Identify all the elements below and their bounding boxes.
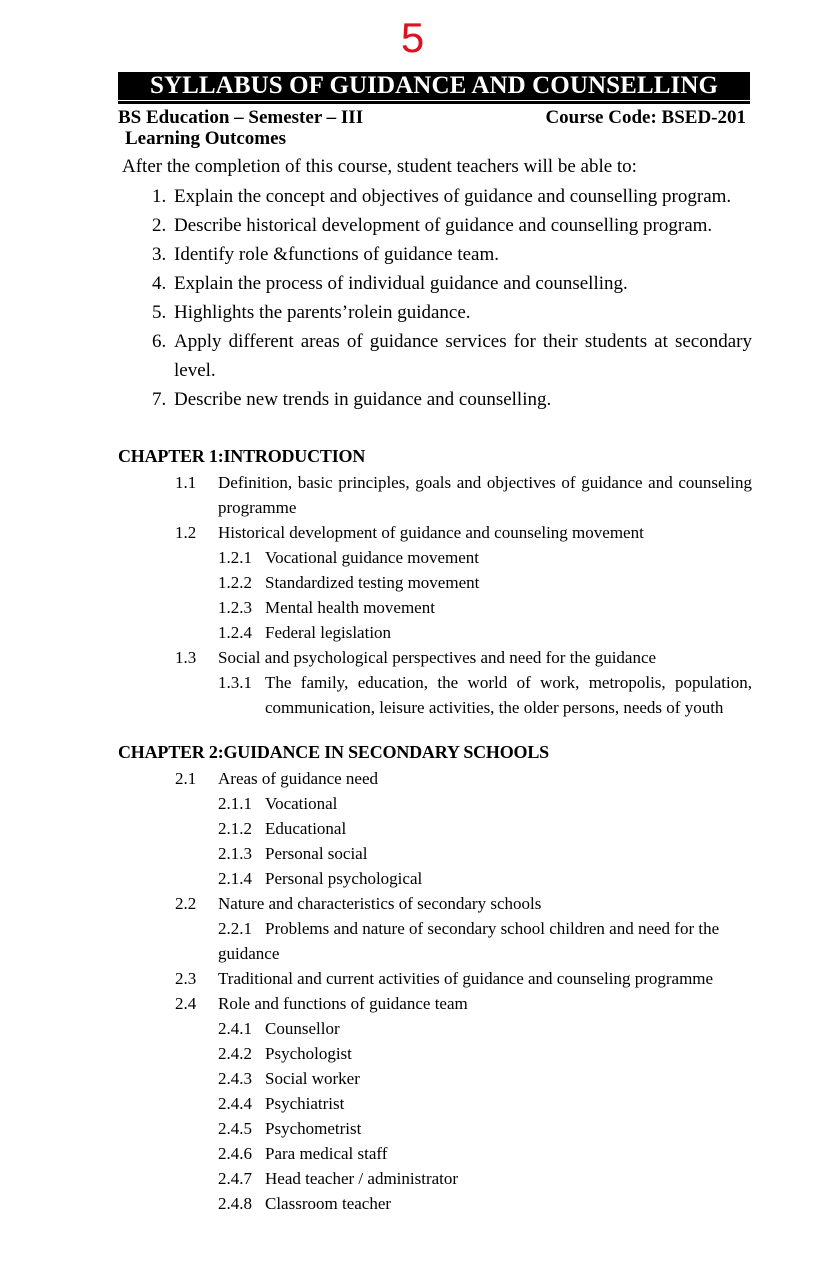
subsection-number: 2.1.2: [218, 819, 252, 838]
list-item-text: Describe historical development of guidance and counselling program.: [174, 215, 713, 236]
subsection-number: 2.4.8: [218, 1194, 252, 1213]
subsection-number: 2.4.7: [218, 1169, 252, 1188]
subsection-row: [218, 1066, 752, 1091]
section-text: Traditional and current activities of guidance and counseling programme: [218, 969, 714, 988]
section-number: 1.1: [175, 473, 197, 492]
subsection-row: [218, 1016, 752, 1041]
subsection-row: [218, 670, 752, 720]
document-header: [118, 72, 750, 130]
list-item-text: Highlights the parents’rolein guidance.: [174, 302, 471, 323]
subsection-row: [218, 1116, 752, 1141]
subsection-number: 2.1.1: [218, 794, 252, 813]
subsection-number: 2.4.5: [218, 1119, 252, 1138]
subsection-row: [218, 1141, 752, 1166]
subsection-row: [218, 595, 752, 620]
subsection-row: [218, 816, 752, 841]
subsection-number: 2.4.4: [218, 1094, 252, 1113]
section-text: Areas of guidance need: [218, 769, 379, 788]
section-text: Social and psychological perspectives and need for the guidance: [218, 648, 657, 667]
course-code: Course Code: BSED-201: [545, 107, 746, 128]
learning-outcomes-heading: Learning Outcomes: [125, 128, 286, 149]
list-item-number: 4.: [152, 273, 167, 294]
subsection-number: 2.4.1: [218, 1019, 252, 1038]
chapter-2-block: [118, 740, 752, 1216]
document-body: [118, 126, 752, 1216]
subsection-row: [218, 1191, 752, 1216]
section-number: 2.3: [175, 969, 197, 988]
subsection-number: 2.4.3: [218, 1069, 252, 1088]
section-number: 1.2: [175, 523, 197, 542]
subsection-number: 2.1.3: [218, 844, 252, 863]
section-number: 1.3: [175, 648, 197, 667]
subsection-text: Classroom teacher: [265, 1194, 392, 1213]
subsection-text: Counsellor: [265, 1019, 340, 1038]
section-row: [175, 966, 752, 991]
subsection-text: Federal legislation: [265, 623, 392, 642]
learning-outcomes-intro: After the completion of this course, student teachers will be able to:: [122, 156, 637, 177]
subsection-text: Para medical staff: [265, 1144, 388, 1163]
subsection-text: Psychometrist: [265, 1119, 362, 1138]
subsection-text: Vocational guidance movement: [265, 548, 480, 567]
subsection-number: 1.2.3: [218, 598, 252, 617]
subsection-row: [218, 1166, 752, 1191]
subsection-row: [218, 916, 752, 966]
subsection-text: Psychiatrist: [265, 1094, 345, 1113]
program-name: BS Education – Semester – III: [118, 107, 364, 128]
page-title: SYLLABUS OF GUIDANCE AND COUNSELLING: [118, 72, 750, 100]
list-item-number: 1.: [152, 186, 167, 207]
subsection-number: 1.2.4: [218, 623, 252, 642]
list-item-text: Explain the process of individual guidance and counselling.: [174, 273, 628, 294]
list-item: [152, 298, 752, 327]
subsection-text: Mental health movement: [265, 598, 435, 617]
section-text: Historical development of guidance and counseling movement: [218, 523, 644, 542]
subsection-number: 2.2.1: [218, 919, 252, 938]
list-item-number: 7.: [152, 389, 167, 410]
subsection-row: [218, 1041, 752, 1066]
list-item-text: Apply different areas of guidance services for their students at secondary level.: [174, 331, 752, 381]
chapter-1-block: [118, 444, 752, 720]
section-row: [175, 645, 752, 670]
list-item-number: 2.: [152, 215, 167, 236]
subsection-text: Educational: [265, 819, 347, 838]
learning-outcomes-list: [118, 182, 752, 414]
section-row: [175, 991, 752, 1016]
list-item-text: Explain the concept and objectives of guidance and counselling program.: [174, 186, 732, 207]
subsection-row: [218, 570, 752, 595]
title-divider: [118, 101, 750, 104]
subsection-number: 1.2.1: [218, 548, 252, 567]
list-item: [152, 327, 752, 385]
section-row: [175, 891, 752, 916]
chapter-1-title: CHAPTER 1:INTRODUCTION: [118, 446, 366, 466]
subsection-number: 2.1.4: [218, 869, 252, 888]
subsection-row: [218, 791, 752, 816]
section-text: Definition, basic principles, goals and objectives of guidance and counseling programme: [218, 473, 752, 517]
subsection-row: [218, 545, 752, 570]
list-item: [152, 182, 752, 211]
list-item-number: 5.: [152, 302, 167, 323]
subsection-row: [218, 841, 752, 866]
subsection-text: Vocational: [265, 794, 338, 813]
subsection-text: Personal social: [265, 844, 368, 863]
section-text: Role and functions of guidance team: [218, 994, 468, 1013]
subsection-text: Standardized testing movement: [265, 573, 480, 592]
list-item-number: 6.: [152, 331, 167, 352]
list-item: [152, 211, 752, 240]
section-number: 2.1: [175, 769, 197, 788]
subsection-number: 2.4.6: [218, 1144, 252, 1163]
section-text: Nature and characteristics of secondary schools: [218, 894, 542, 913]
subsection-number: 1.2.2: [218, 573, 252, 592]
list-item-text: Describe new trends in guidance and counselling.: [174, 389, 552, 410]
subsection-text: The family, education, the world of work, metropolis, population, communication, leisure activities, the older persons, needs of youth: [265, 673, 752, 717]
subsection-row: [218, 620, 752, 645]
subsection-number: 1.3.1: [218, 673, 252, 692]
list-item: [152, 385, 752, 414]
subsection-row: [218, 1091, 752, 1116]
subsection-row: [218, 866, 752, 891]
section-row: [175, 470, 752, 520]
subsection-text: Social worker: [265, 1069, 360, 1088]
section-row: [175, 766, 752, 791]
chapter-2-title: CHAPTER 2:GUIDANCE IN SECONDARY SCHOOLS: [118, 742, 549, 762]
section-row: [175, 520, 752, 545]
subsection-text: Head teacher / administrator: [265, 1169, 459, 1188]
page-number: 5: [400, 14, 425, 61]
list-item: [152, 269, 752, 298]
subsection-number: 2.4.2: [218, 1044, 252, 1063]
subsection-text: Psychologist: [265, 1044, 352, 1063]
section-number: 2.4: [175, 994, 197, 1013]
list-item: [152, 240, 752, 269]
list-item-number: 3.: [152, 244, 167, 265]
section-number: 2.2: [175, 894, 197, 913]
list-item-text: Identify role &functions of guidance team.: [174, 244, 500, 265]
subsection-text: Personal psychological: [265, 869, 423, 888]
subsection-text: Problems and nature of secondary school children and need for the guidance: [218, 919, 720, 963]
